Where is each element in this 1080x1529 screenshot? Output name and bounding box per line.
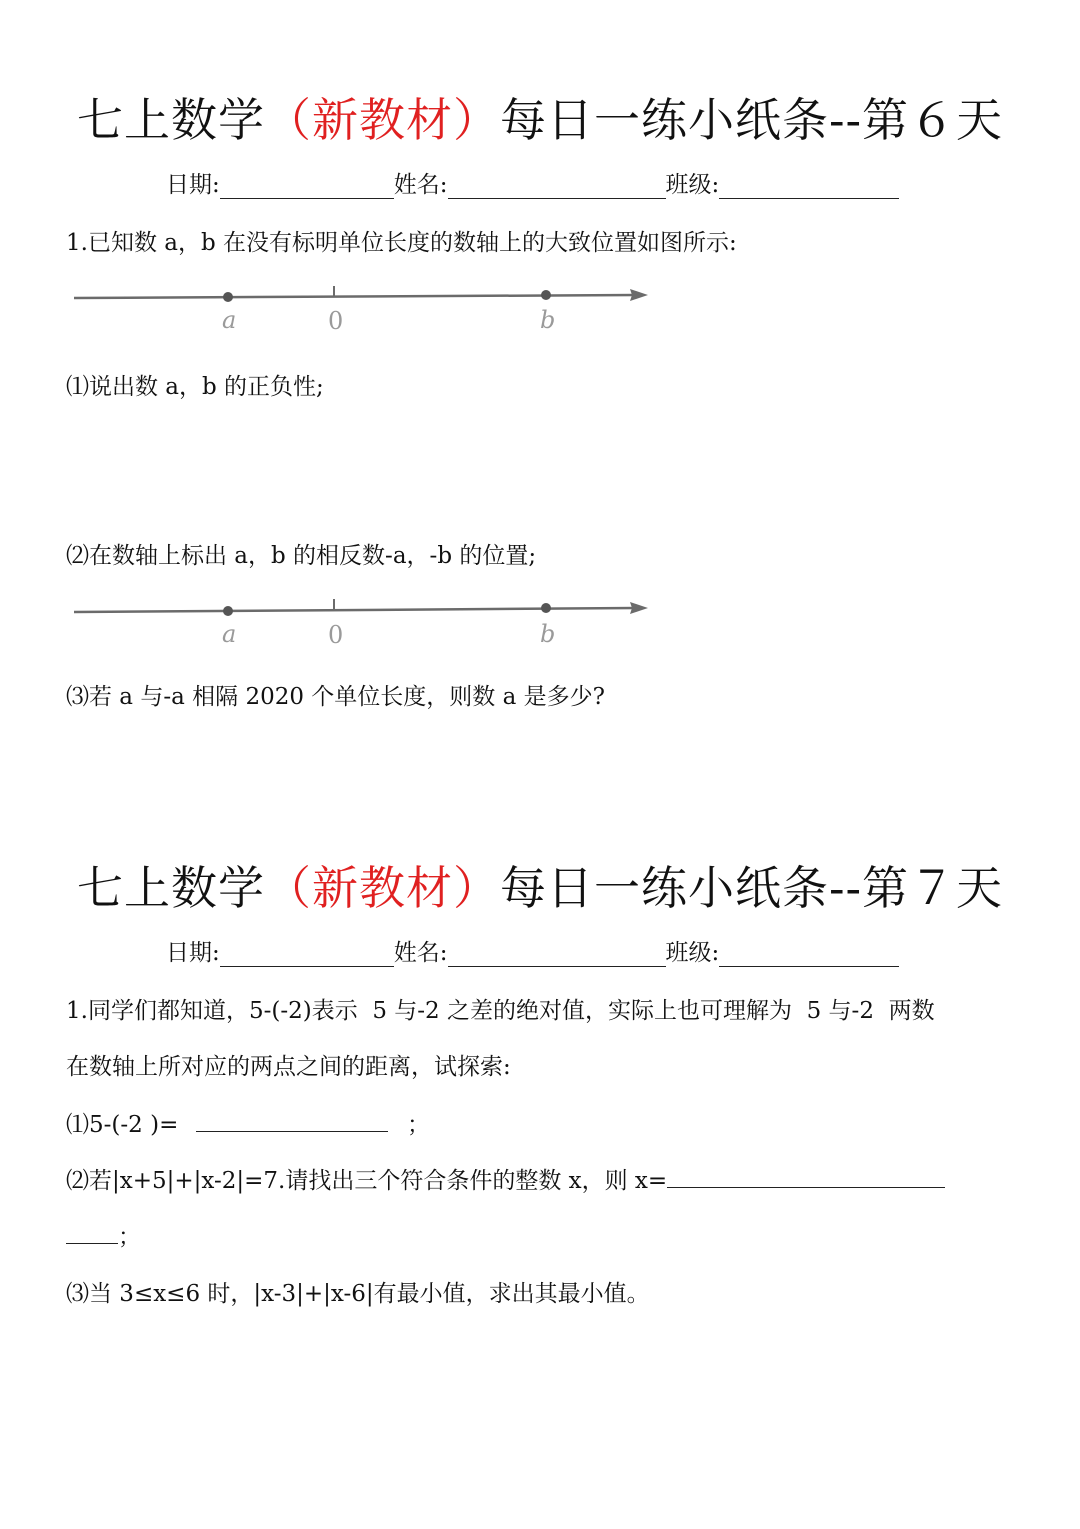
part-1-prefix: ⑴5-(-2 )= bbox=[66, 1112, 179, 1138]
question-part-1 bbox=[66, 1106, 430, 1139]
question-part-2-continued bbox=[66, 1218, 141, 1251]
date-blank[interactable] bbox=[220, 176, 394, 199]
name-label: 姓名: bbox=[393, 172, 448, 198]
date-label: 日期: bbox=[166, 172, 220, 198]
label-b: b bbox=[540, 620, 556, 648]
date-blank[interactable] bbox=[220, 944, 394, 967]
class-blank[interactable] bbox=[719, 176, 899, 199]
question-stem-line-1: 1.同学们都知道，5-(-2)表示 5 与-2 之差的绝对值，实际上也可理解为 5 与-2 两数 bbox=[66, 998, 935, 1024]
question-part-2: ⑵在数轴上标出 a，b 的相反数-a，-b 的位置; bbox=[66, 543, 537, 569]
arrow-head-icon bbox=[630, 602, 648, 614]
part-2-suffix: ； bbox=[118, 1224, 141, 1250]
date-label: 日期: bbox=[166, 940, 220, 966]
answer-blank-2-continued[interactable] bbox=[66, 1223, 118, 1244]
question-stem-line-2: 在数轴上所对应的两点之间的距离，试探索: bbox=[66, 1054, 511, 1080]
answer-blank-2[interactable] bbox=[667, 1167, 945, 1188]
name-blank[interactable] bbox=[448, 944, 666, 967]
label-zero: 0 bbox=[328, 307, 344, 335]
number-line-1 bbox=[60, 278, 660, 338]
number-line-2 bbox=[60, 590, 660, 650]
title-prefix: 七上数学 bbox=[76, 861, 265, 915]
axis-line bbox=[74, 608, 638, 612]
page-title-day6 bbox=[0, 84, 1080, 150]
label-a: a bbox=[222, 620, 237, 648]
part-1-suffix: ； bbox=[406, 1112, 430, 1138]
title-suffix: 每日一练小纸条--第７天 bbox=[499, 861, 1004, 915]
point-a bbox=[223, 292, 233, 302]
title-highlight: （新教材） bbox=[264, 93, 500, 147]
question-stem: 1.已知数 a，b 在没有标明单位长度的数轴上的大致位置如图所示: bbox=[66, 230, 737, 256]
title-highlight: （新教材） bbox=[264, 861, 500, 915]
name-label: 姓名: bbox=[393, 940, 448, 966]
title-suffix: 每日一练小纸条--第６天 bbox=[499, 93, 1004, 147]
name-blank[interactable] bbox=[448, 176, 666, 199]
question-part-1: ⑴说出数 a，b 的正负性; bbox=[66, 374, 324, 400]
class-label: 班级: bbox=[665, 172, 720, 198]
label-a: a bbox=[222, 306, 237, 334]
class-blank[interactable] bbox=[719, 944, 899, 967]
label-b: b bbox=[540, 306, 556, 334]
info-row-day7 bbox=[166, 934, 899, 967]
answer-blank-1[interactable] bbox=[196, 1111, 388, 1132]
point-b bbox=[541, 290, 551, 300]
info-row-day6 bbox=[166, 166, 899, 199]
point-b bbox=[541, 603, 551, 613]
arrow-head-icon bbox=[630, 289, 648, 301]
page-title-day7 bbox=[0, 852, 1080, 918]
title-prefix: 七上数学 bbox=[76, 93, 265, 147]
axis-line bbox=[74, 295, 638, 298]
part-2-prefix: ⑵若|x+5|+|x-2|=7.请找出三个符合条件的整数 x，则 x= bbox=[66, 1168, 668, 1194]
question-part-2 bbox=[66, 1162, 945, 1195]
class-label: 班级: bbox=[665, 940, 720, 966]
question-part-3: ⑶当 3≤x≤6 时，|x-3|+|x-6|有最小值，求出其最小值。 bbox=[66, 1281, 650, 1307]
point-a bbox=[223, 606, 233, 616]
label-zero: 0 bbox=[328, 621, 344, 649]
question-part-3: ⑶若 a 与-a 相隔 2020 个单位长度，则数 a 是多少? bbox=[66, 684, 605, 710]
